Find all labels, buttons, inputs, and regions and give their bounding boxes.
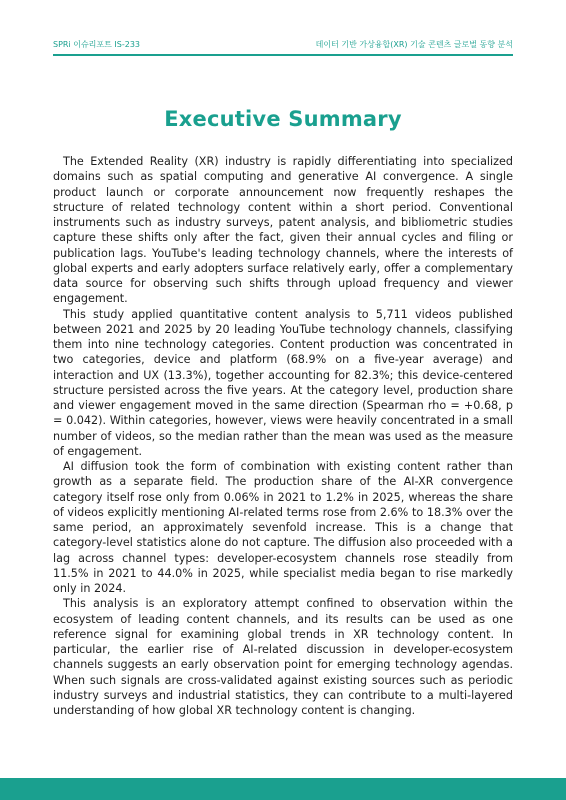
summary-paragraph-2: This study applied quantitative content analysis to 5,711 videos published between 2021 and 2025 by 20 leading YouTube technology channels, classifying them into nine technology categories. Content production was concentrated in two categories, device and platform (68.9% on a five-year average) and interaction and UX (13.3%), together accounting for 82.3%; this device-centered structure persisted across the five years. At the category level, production share and viewer engagement moved in the same direction (Spearman rho = +0.68, p = 0.042). Within categories, however, views were heavily concentrated in a small number of videos, so the median rather than the mean was used as the measure of engagement.	[53, 307, 513, 458]
report-series-label: SPRi 이슈리포트 IS-233	[53, 40, 141, 49]
summary-paragraph-3: AI diffusion took the form of combination with existing content rather than growth as a separate field. The production share of the AI-XR convergence category itself rose only from 0.06% in 2021 to 1.2% in 2025, whereas the share of videos explicitly mentioning AI-related terms rose from 2.6% to 18.3% over the same period, an approximately sevenfold increase. This is a change that category-level statistics alone do not capture. The diffusion also proceeded with a lag across channel types: developer-ecosystem channels rose steadily from 11.5% in 2021 to 44.0% in 2025, while specialist media began to rise markedly only in 2024.	[53, 460, 513, 595]
header-divider	[53, 54, 513, 56]
summary-paragraph-4: This analysis is an exploratory attempt confined to observation within the ecosystem of leading content channels, and its results can be used as one reference signal for examining global trends in XR technology content. In particular, the earlier rise of AI-related discussion in developer-ecosystem channels suggests an early observation point for emerging technology agendas. When such signals are cross-validated against existing sources such as periodic industry surveys and industrial statistics, they can contribute to a multi-layered understanding of how global XR technology content is changing.	[53, 597, 513, 717]
footer-bar	[0, 778, 566, 800]
summary-body	[53, 154, 513, 718]
summary-paragraph-1: The Extended Reality (XR) industry is rapidly differentiating into specialized domains such as spatial computing and generative AI convergence. A single product launch or corporate announcement now frequently reshapes the structure of related technology content within a short period. Conventional instruments such as industry surveys, patent analysis, and bibliometric studies capture these shifts only after the fact, given their annual cycles and filing or publication lags. YouTube's leading technology channels, where the interests of global experts and early adopters surface relatively early, offer a complementary data source for observing such shifts through upload frequency and viewer engagement.	[53, 155, 513, 306]
report-title-label: 데이터 기반 가상융합(XR) 기술 콘텐츠 글로벌 동향 분석	[315, 40, 513, 49]
page-title: Executive Summary	[164, 107, 402, 131]
running-header	[53, 38, 513, 52]
